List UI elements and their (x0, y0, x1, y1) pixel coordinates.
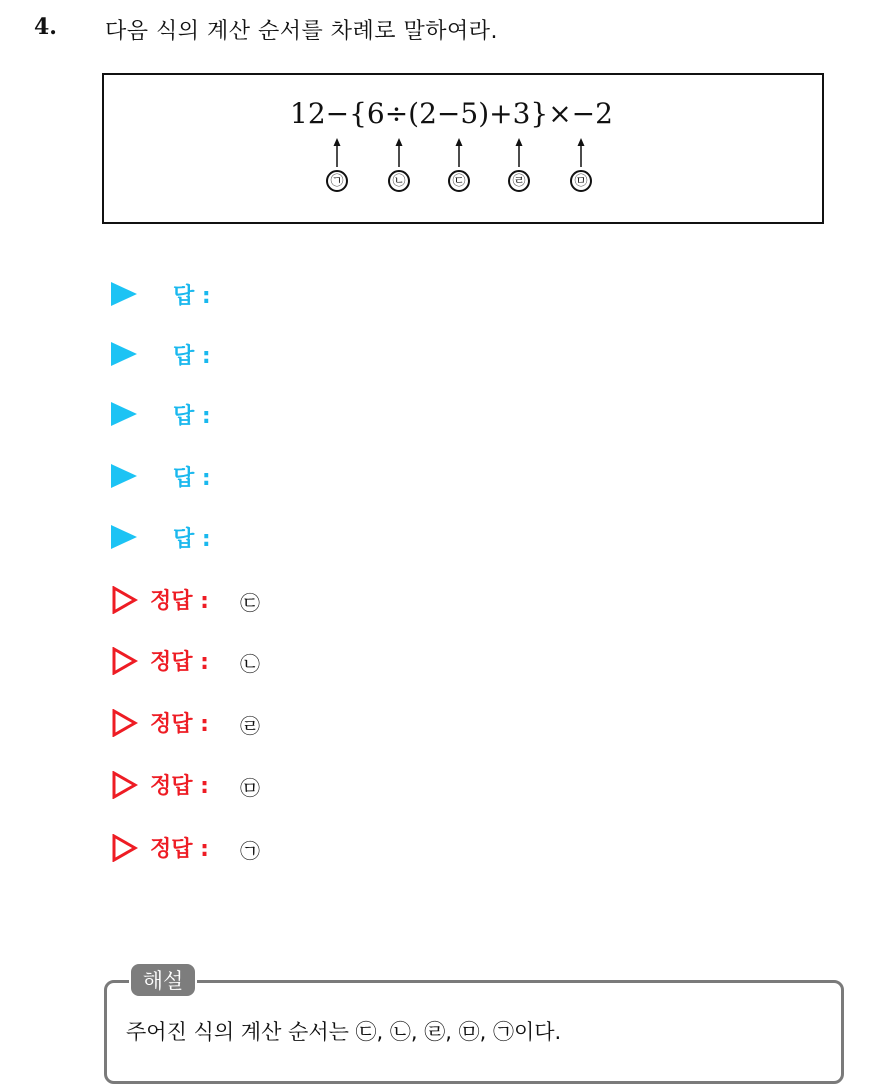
correct-label: 정답 : (150, 837, 209, 862)
explanation-text: 주어진 식의 계산 순서는 ㉢, ㉡, ㉣, ㉤, ㉠이다. (126, 1020, 562, 1044)
correct-label: 정답 : (150, 774, 209, 799)
question-text: 다음 식의 계산 순서를 차례로 말하여라. (105, 19, 498, 44)
play-arrow-icon (111, 342, 137, 366)
marker-5 (562, 137, 602, 203)
answer-label: 답 : (173, 344, 211, 369)
marker-label: ㉠ (326, 170, 348, 192)
answer-label: 답 : (173, 404, 211, 429)
marker-label: ㉣ (508, 170, 530, 192)
outline-arrow-icon (112, 586, 138, 614)
up-arrow-icon (318, 137, 358, 171)
correct-value: ㉣ (240, 714, 260, 738)
up-arrow-icon (500, 137, 540, 171)
math-expression: 12−{6÷(2−5)+3}×−2 (290, 97, 613, 130)
question-number: 4. (34, 14, 57, 40)
play-arrow-icon (111, 402, 137, 426)
answer-label: 답 : (173, 284, 211, 309)
outline-arrow-icon (112, 834, 138, 862)
marker-3 (440, 137, 480, 203)
correct-value: ㉡ (240, 652, 260, 676)
outline-arrow-icon (112, 771, 138, 799)
marker-1 (318, 137, 358, 203)
outline-arrow-icon (112, 647, 138, 675)
explanation-tab: 해설 (129, 962, 197, 998)
correct-label: 정답 : (150, 712, 209, 737)
correct-value: ㉢ (240, 591, 260, 615)
up-arrow-icon (380, 137, 420, 171)
correct-value: ㉤ (240, 776, 260, 800)
up-arrow-icon (562, 137, 602, 171)
play-arrow-icon (111, 282, 137, 306)
up-arrow-icon (440, 137, 480, 171)
play-arrow-icon (111, 464, 137, 488)
answer-label: 답 : (173, 527, 211, 552)
outline-arrow-icon (112, 709, 138, 737)
marker-2 (380, 137, 420, 203)
marker-label: ㉢ (448, 170, 470, 192)
correct-label: 정답 : (150, 589, 209, 614)
correct-value: ㉠ (240, 839, 260, 863)
marker-4 (500, 137, 540, 203)
marker-label: ㉤ (570, 170, 592, 192)
marker-label: ㉡ (388, 170, 410, 192)
play-arrow-icon (111, 525, 137, 549)
answer-label: 답 : (173, 466, 211, 491)
correct-label: 정답 : (150, 650, 209, 675)
